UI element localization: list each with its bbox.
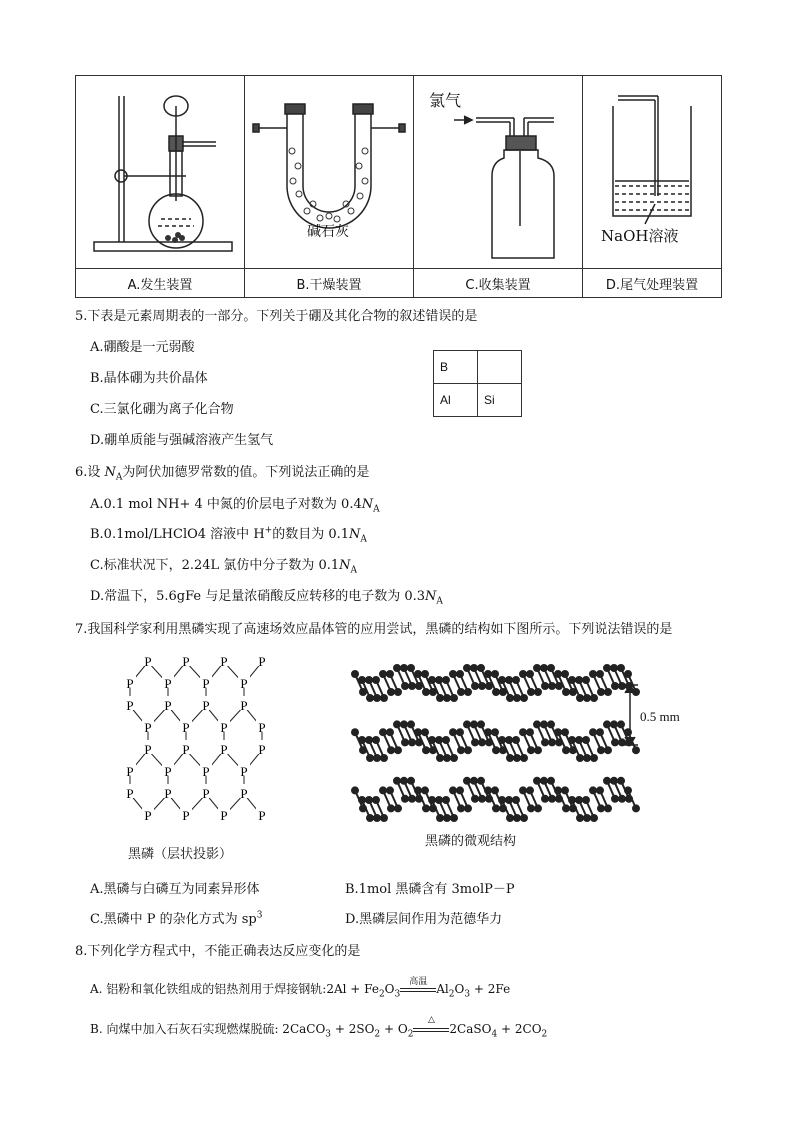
layer-atom	[583, 677, 590, 684]
layer-atom	[548, 777, 555, 784]
layer-atom	[458, 689, 465, 696]
p-atom: P	[258, 742, 266, 757]
q8-option-b: B. 向煤中加入石灰石实现燃煤脱硫: 2CaCO$_3$ + $2SO_2 + O_2$ △ 2CaSO$_4$ + $2CO_2$	[90, 1014, 548, 1040]
layer-atom	[367, 755, 374, 762]
layer-atom	[528, 747, 535, 754]
layer-atom	[381, 815, 388, 822]
layer-atom	[527, 729, 534, 736]
layer-atom	[464, 721, 471, 728]
p-atom: P	[164, 786, 172, 801]
layer-atom	[485, 787, 492, 794]
layer-atom	[458, 747, 465, 754]
layer-atom	[535, 747, 542, 754]
q7-option-b: B.1mol 黑磷含有 3molP－P	[345, 882, 515, 897]
p-atom: P	[258, 808, 266, 823]
p-atom: P	[202, 786, 210, 801]
naoh-label: NaOH溶液	[601, 227, 679, 245]
p-atom: P	[202, 764, 210, 779]
layer-atom	[562, 729, 569, 736]
layer-atom	[492, 787, 499, 794]
apparatus-table	[75, 75, 722, 298]
q5-option-d: D.硼单质能与强碱溶液产生氢气	[90, 433, 274, 448]
layer-atom	[499, 797, 506, 804]
q8-option-a: A. 铝粉和氧化铁组成的铝热剂用于焊接钢轨:2Al + $Fe_2O_3$ 高温 $Al_2O_3 + 2Fe$	[90, 980, 510, 999]
p-atom: P	[258, 654, 266, 669]
q7-option-a: A.黑磷与白磷互为同素异形体	[90, 882, 260, 897]
layer-atom	[436, 677, 443, 684]
p-atom: P	[182, 654, 190, 669]
layer-atom	[513, 677, 520, 684]
layer-atom	[612, 795, 619, 802]
layer-atom	[415, 671, 422, 678]
layer-atom	[387, 671, 394, 678]
p-atom: P	[220, 720, 228, 735]
layer-atom	[576, 677, 583, 684]
p-atom: P	[144, 742, 152, 757]
p-atom: P	[220, 808, 228, 823]
layer-atom	[520, 729, 527, 736]
layer-atom	[437, 815, 444, 822]
q6-stem: 6.设 $N_A$为阿伏加德罗常数的值。下列说法正确的是	[75, 465, 370, 483]
layer-atom	[381, 755, 388, 762]
black-phosphorus-layer-projection	[100, 640, 290, 870]
drying-apparatus-figure	[245, 76, 414, 269]
layer-atom	[415, 729, 422, 736]
layer-atom	[604, 665, 611, 672]
layer-atom	[409, 795, 416, 802]
layer-atom	[359, 677, 366, 684]
layer-atom	[478, 665, 485, 672]
layer-atom	[423, 747, 430, 754]
cell-b: B	[434, 351, 478, 384]
layer-atom	[485, 671, 492, 678]
caption-a: A.发生装置	[76, 269, 245, 298]
p-atom: P	[240, 786, 248, 801]
layer-atom	[549, 739, 556, 746]
layer-atom	[521, 695, 528, 702]
layer-atom	[443, 677, 450, 684]
cell-empty	[478, 351, 522, 384]
layer-atom	[394, 665, 401, 672]
layer-atom	[590, 787, 597, 794]
layer-atom	[437, 695, 444, 702]
micro-structure-caption: 黑磷的微观结构	[425, 834, 517, 849]
p-atom: P	[126, 676, 134, 691]
layer-atom	[521, 815, 528, 822]
layer-atom	[359, 797, 366, 804]
layer-atom	[395, 805, 402, 812]
layer-atom	[597, 787, 604, 794]
layer-atom	[548, 721, 555, 728]
layer-atom	[367, 815, 374, 822]
layer-atom	[436, 797, 443, 804]
layer-atom	[373, 677, 380, 684]
layer-atom	[373, 797, 380, 804]
layer-atom	[583, 737, 590, 744]
layer-atom	[563, 689, 570, 696]
layer-atom	[562, 671, 569, 678]
q5-stem: 5.下表是元素周期表的一部分。下列关于硼及其化合物的叙述错误的是	[75, 309, 478, 324]
layer-atom	[514, 695, 521, 702]
layer-atom	[584, 695, 591, 702]
layer-atom	[625, 671, 632, 678]
layer-atom	[549, 683, 556, 690]
layer-atom	[409, 683, 416, 690]
layer-atom	[520, 787, 527, 794]
layer-atom	[479, 795, 486, 802]
layer-atom	[576, 797, 583, 804]
layer-atom	[471, 721, 478, 728]
q7-stem: 7.我国科学家利用黑磷实现了高速场效应晶体管的应用尝试，黑磷的结构如下图所示。下列说法错误的是	[75, 622, 673, 637]
layer-atom	[387, 729, 394, 736]
layer-atom	[408, 777, 415, 784]
layer-atom	[366, 737, 373, 744]
p-atom: P	[144, 808, 152, 823]
layer-atom	[374, 815, 381, 822]
layer-atom	[528, 689, 535, 696]
p-atom: P	[258, 720, 266, 735]
layer-atom	[542, 795, 549, 802]
layer-atom	[387, 787, 394, 794]
p-atom: P	[220, 742, 228, 757]
layer-atom	[492, 671, 499, 678]
layer-atom	[521, 755, 528, 762]
condition-heat: △	[427, 1014, 435, 1025]
layer-atom	[514, 755, 521, 762]
layer-atom	[499, 737, 506, 744]
layer-atom	[373, 737, 380, 744]
layer-atom	[402, 739, 409, 746]
layer-atom	[359, 737, 366, 744]
layer-atom	[527, 671, 534, 678]
layer-atom	[471, 665, 478, 672]
layer-atom	[528, 805, 535, 812]
layer-atom	[464, 777, 471, 784]
layer-atom	[633, 805, 640, 812]
layer-atom	[388, 689, 395, 696]
layer-atom	[534, 777, 541, 784]
collection-apparatus-figure	[414, 76, 583, 269]
layer-atom	[555, 671, 562, 678]
layer-atom	[598, 805, 605, 812]
layer-atom	[401, 665, 408, 672]
layer-atom	[395, 747, 402, 754]
layer-atom	[569, 677, 576, 684]
cell-si: Si	[478, 384, 522, 417]
p-atom: P	[182, 742, 190, 757]
layer-atom	[402, 683, 409, 690]
layer-atom	[429, 797, 436, 804]
layer-atom	[506, 797, 513, 804]
q6-option-d: D.常温下，5.6gFe 与足量浓硝酸反应转移的电子数为 $0.3N_A$	[90, 589, 443, 607]
q7-option-c: C.黑磷中 P 的杂化方式为 $sp^3$	[90, 910, 263, 927]
layer-atom	[472, 739, 479, 746]
soda-lime-label: 碱石灰	[307, 224, 349, 240]
layer-atom	[590, 671, 597, 678]
layer-atom	[619, 683, 626, 690]
layer-atom	[352, 787, 359, 794]
layer-atom	[506, 737, 513, 744]
layer-atom	[612, 739, 619, 746]
layer-atom	[422, 671, 429, 678]
layer-atom	[605, 689, 612, 696]
layer-atom	[457, 729, 464, 736]
layer-atom	[493, 747, 500, 754]
tail-gas-apparatus-figure	[583, 76, 722, 269]
p-atom: P	[240, 698, 248, 713]
p-atom: P	[164, 676, 172, 691]
layer-atom	[507, 755, 514, 762]
caption-c: C.收集装置	[414, 269, 583, 298]
q6-option-c: C.标准状况下，2.24L 氯仿中分子数为 $0.1N_A$	[90, 558, 358, 576]
q5-option-b: B.晶体硼为共价晶体	[90, 371, 208, 386]
generator-apparatus-figure	[76, 76, 245, 269]
p-atom: P	[240, 676, 248, 691]
layer-atom	[401, 721, 408, 728]
layer-atom	[583, 797, 590, 804]
layer-atom	[541, 777, 548, 784]
layer-atom	[591, 755, 598, 762]
layer-atom	[577, 815, 584, 822]
layer-atom	[485, 729, 492, 736]
layer-atom	[605, 805, 612, 812]
p-atom: P	[182, 720, 190, 735]
layer-atom	[415, 787, 422, 794]
layer-atom	[409, 739, 416, 746]
layer-atom	[352, 729, 359, 736]
layer-atom	[493, 805, 500, 812]
layer-atom	[423, 805, 430, 812]
layer-atom	[527, 787, 534, 794]
p-atom: P	[164, 764, 172, 779]
caption-d: D.尾气处理装置	[583, 269, 722, 298]
layer-atom	[590, 729, 597, 736]
layer-atom	[584, 755, 591, 762]
layer-atom	[611, 665, 618, 672]
layer-atom	[443, 737, 450, 744]
layer-atom	[479, 683, 486, 690]
periodic-table-fragment	[433, 350, 522, 417]
layer-atom	[618, 777, 625, 784]
layer-atom	[598, 747, 605, 754]
layer-atom	[619, 795, 626, 802]
layer-atom	[479, 739, 486, 746]
layer-atom	[513, 797, 520, 804]
layer-atom	[380, 671, 387, 678]
layer-atom	[444, 695, 451, 702]
layer-atom	[464, 665, 471, 672]
layer-atom	[429, 677, 436, 684]
layer-atom	[380, 729, 387, 736]
layer-atom	[514, 815, 521, 822]
condition-high-temp: 高温	[409, 976, 428, 987]
layer-atom	[563, 747, 570, 754]
p-atom: P	[220, 654, 228, 669]
layer-atom	[429, 737, 436, 744]
layer-atom	[450, 729, 457, 736]
layer-atom	[437, 755, 444, 762]
layer-atom	[493, 689, 500, 696]
layer-atom	[457, 787, 464, 794]
q5-option-c: C.三氯化硼为离子化合物	[90, 402, 234, 417]
p-atom: P	[240, 764, 248, 779]
cell-al: Al	[434, 384, 478, 417]
q8-stem: 8.下列化学方程式中，不能正确表达反应变化的是	[75, 944, 361, 959]
layer-atom	[443, 797, 450, 804]
layer-atom	[534, 721, 541, 728]
layer-atom	[569, 797, 576, 804]
layer-atom	[367, 695, 374, 702]
layer-atom	[563, 805, 570, 812]
layer-atom	[471, 777, 478, 784]
layer-atom	[388, 747, 395, 754]
layer-atom	[611, 721, 618, 728]
layer-atom	[577, 695, 584, 702]
layer-atom	[465, 747, 472, 754]
layer-atom	[444, 815, 451, 822]
layer-atom	[548, 665, 555, 672]
layer-atom	[451, 815, 458, 822]
layer-atom	[605, 747, 612, 754]
layer-atom	[520, 671, 527, 678]
layer-atom	[576, 737, 583, 744]
layer-atom	[604, 721, 611, 728]
layer-atom	[604, 777, 611, 784]
layer-atom	[408, 665, 415, 672]
layer-atom	[478, 777, 485, 784]
layer-atom	[534, 665, 541, 672]
chlorine-label: 氯气	[429, 91, 462, 110]
layer-atom	[541, 665, 548, 672]
layer-atom	[591, 815, 598, 822]
p-atom: P	[126, 764, 134, 779]
layer-atom	[597, 729, 604, 736]
q6-option-a: A.0.1 mol NH+ 4 中氮的价层电子对数为 $0.4N_A$	[90, 497, 380, 515]
p-atom: P	[202, 698, 210, 713]
layer-atom	[499, 677, 506, 684]
layer-atom	[394, 777, 401, 784]
layer-atom	[422, 787, 429, 794]
black-phosphorus-micro-structure	[340, 645, 680, 860]
layer-atom	[465, 805, 472, 812]
layer-atom	[555, 729, 562, 736]
layer-atom	[577, 755, 584, 762]
layer-atom	[388, 805, 395, 812]
layer-atom	[549, 795, 556, 802]
caption-b: B.干燥装置	[245, 269, 414, 298]
layer-atom	[597, 671, 604, 678]
layer-atom	[374, 755, 381, 762]
layer-atom	[472, 683, 479, 690]
layer-atom	[591, 695, 598, 702]
layer-atom	[465, 689, 472, 696]
p-atom: P	[164, 698, 172, 713]
layer-atom	[444, 755, 451, 762]
p-atom: P	[126, 786, 134, 801]
layer-atom	[394, 721, 401, 728]
layer-atom	[611, 777, 618, 784]
layer-atom	[633, 747, 640, 754]
q7-option-d: D.黑磷层间作用为范德华力	[345, 912, 503, 927]
layer-atom	[478, 721, 485, 728]
layer-atom	[380, 787, 387, 794]
layer-atom	[366, 797, 373, 804]
layer-atom	[451, 755, 458, 762]
layer-atom	[562, 787, 569, 794]
layer-atom	[535, 805, 542, 812]
layer-atom	[458, 805, 465, 812]
layer-atom	[402, 795, 409, 802]
layer-atom	[542, 683, 549, 690]
layer-atom	[507, 815, 514, 822]
p-atom: P	[182, 808, 190, 823]
layer-spacing-label: 0.5 mm	[640, 709, 680, 724]
layer-atom	[366, 677, 373, 684]
layer-atom	[423, 689, 430, 696]
layer-atom	[507, 695, 514, 702]
layer-atom	[618, 721, 625, 728]
layer-atom	[513, 737, 520, 744]
layer-projection-caption: 黑磷（层状投影）	[128, 846, 233, 861]
layer-atom	[395, 689, 402, 696]
layer-atom	[457, 671, 464, 678]
layer-atom	[542, 739, 549, 746]
layer-atom	[618, 665, 625, 672]
q5-option-a: A.硼酸是一元弱酸	[90, 340, 195, 355]
layer-atom	[401, 777, 408, 784]
layer-atom	[625, 787, 632, 794]
layer-atom	[612, 683, 619, 690]
layer-atom	[352, 671, 359, 678]
layer-atom	[451, 695, 458, 702]
layer-atom	[492, 729, 499, 736]
p-atom: P	[126, 698, 134, 713]
layer-atom	[436, 737, 443, 744]
layer-atom	[555, 787, 562, 794]
layer-atom	[450, 787, 457, 794]
layer-atom	[541, 721, 548, 728]
layer-atom	[450, 671, 457, 678]
p-atom: P	[144, 720, 152, 735]
p-atom: P	[144, 654, 152, 669]
layer-atom	[472, 795, 479, 802]
layer-atom	[569, 737, 576, 744]
layer-atom	[381, 695, 388, 702]
layer-atom	[422, 729, 429, 736]
layer-atom	[535, 689, 542, 696]
layer-atom	[598, 689, 605, 696]
p-atom: P	[202, 676, 210, 691]
layer-atom	[506, 677, 513, 684]
layer-atom	[374, 695, 381, 702]
layer-atom	[584, 815, 591, 822]
q6-option-b: B.0.1mol/LHClO4 溶液中 H+的数目为 $0.1N_A$	[90, 525, 367, 545]
layer-atom	[408, 721, 415, 728]
